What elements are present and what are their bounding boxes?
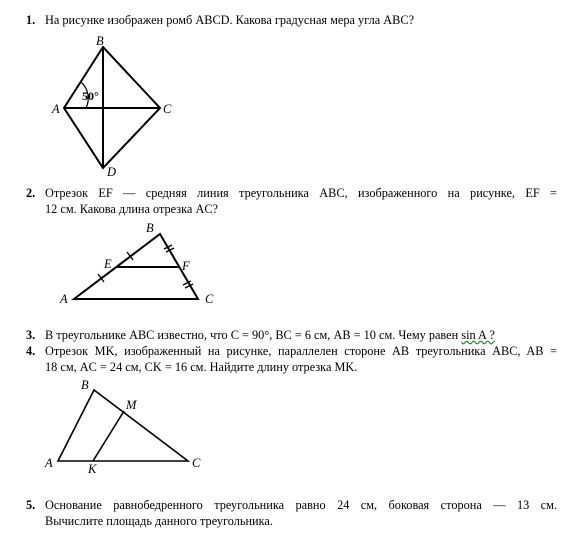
problem-line-main: В треугольнике ABC известно, что C = 90°, BC = 6 см, AB = 10 см. Чему равен — [45, 328, 459, 342]
problem-line: Отрезок MK, изображенный на рисунке, параллелен стороне AB треугольника ABC, AB = — [45, 344, 557, 358]
angle-label: 50° — [82, 89, 99, 103]
vertex-label-c: C — [205, 292, 214, 306]
problem-number: 4. — [26, 344, 36, 358]
point-label-m: M — [126, 398, 137, 412]
triangle-outline — [58, 390, 188, 461]
vertex-label-b: B — [146, 221, 154, 235]
point-label-f: F — [182, 259, 190, 273]
vertex-label-a: A — [45, 456, 53, 470]
vertex-label-a: A — [60, 292, 68, 306]
vertex-label-b: B — [96, 34, 104, 48]
problem-number: 2. — [26, 186, 36, 200]
segment-mk — [93, 411, 124, 461]
problem-line: 12 см. Какова длина отрезка AC? — [45, 202, 219, 216]
vertex-label-c: C — [163, 102, 172, 116]
point-label-k: K — [88, 462, 97, 476]
parallel-segment-figure — [58, 390, 188, 461]
problem-line: На рисунке изображен ромб ABCD. Какова градусная мера угла ABC? — [45, 13, 415, 27]
vertex-label-c: C — [192, 456, 201, 470]
rhombus-figure — [64, 47, 160, 168]
point-label-e: E — [104, 257, 112, 271]
vertex-label-a: A — [52, 102, 60, 116]
problem-line: 18 см, AC = 24 см, CK = 16 см. Найдите длину отрезка MK. — [45, 360, 358, 374]
problem-line: Основание равнобедренного треугольника равно 24 см, боковая сторона — 13 см. — [45, 498, 557, 512]
problem-number: 1. — [26, 13, 36, 27]
vertex-label-b: B — [81, 378, 89, 392]
problem-number: 5. — [26, 498, 36, 512]
midline-triangle-figure — [74, 234, 198, 299]
problem-number: 3. — [26, 328, 36, 342]
problem-line: Вычислите площадь данного треугольника. — [45, 514, 273, 528]
problem-line: Отрезок EF — средняя линия треугольника ABC, изображенного на рисунке, EF = — [45, 186, 557, 200]
sin-a-expression: sin A ? — [461, 328, 495, 342]
vertex-label-d: D — [107, 165, 117, 179]
